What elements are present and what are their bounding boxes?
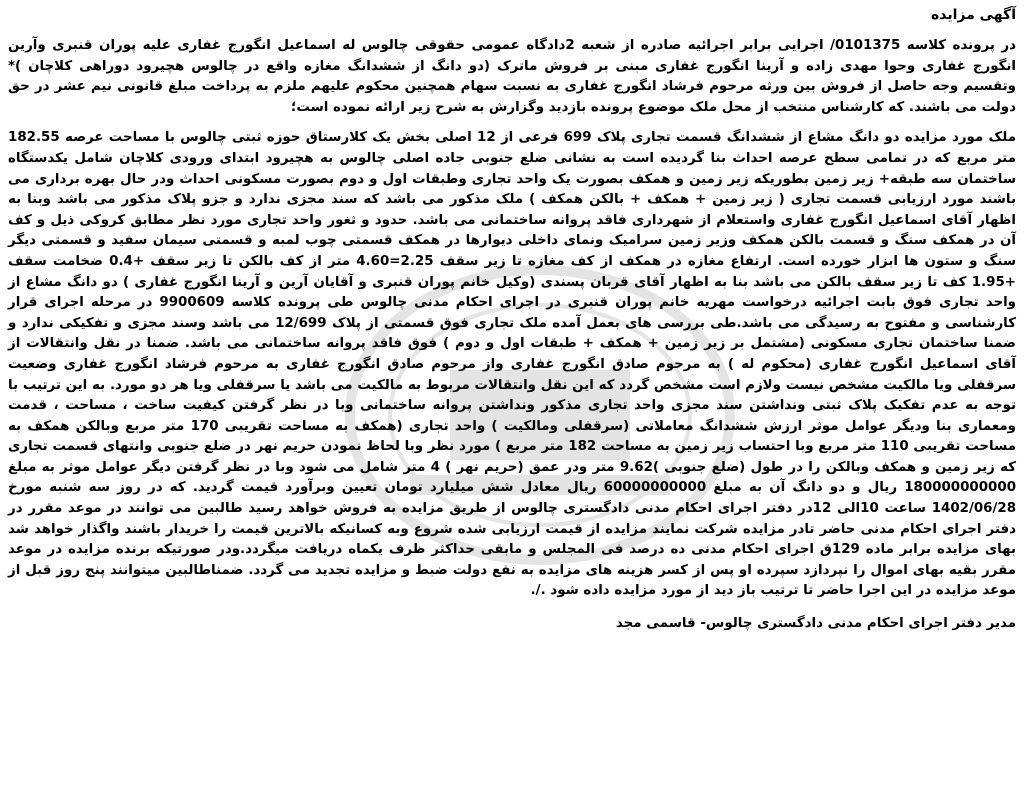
property-description: ملک مورد مزایده دو دانگ مشاع از ششدانگ قسمت تجاری پلاک 699 فرعی از 12 اصلی بخش یک کلارستاق حوزه ثبتی چالوس با مساحت عرصه 182.55 متر مربع که در تمامی سطح عرصه احداث بنا گردیده است به نشانی ضلع جنوبی جاده اصلی چالوس به هچیرود ابتدای ورودی کلاچان شامل یکدستگاه ساختمان سه طبقه+ زیر زمین بطوریکه زیر زمین و همکف بصورت یک واحد تجاری وطبقات اول و دوم بصورت مسکونی احداث ودر حال بهره برداری می باشند مورد ارزیابی قسمت تجاری ( زیر زمین + همکف + بالکن همکف ) ملک مذکور می باشد که سند مجزی ندارد و جزو پلاک مذکور می باشد وبنا به اظهار آقای اسماعیل انگورج غفاری واستعلام از شهرداری فاقد پروانه ساختمانی می باشد. حدود و ثغور واحد تجاری مورد نظر مطابق کروکی ذیل و کف آن در همکف سنگ و قسمت بالکن همکف وزیر زمین سرامیک ونمای داخلی دیوارها در همکف قسمتی چوب لمبه و قسمتی سیمان سفید و قسمتی دیگر سنگ و ستون ها ابزار خورده است. ارتفاع مغازه در همکف از کف مغازه تا زیر سقف 2.25=4.60 متر از کف بالکن تا زیر سقف +0.4 ضخامت سقف +1.95 کف تا زیر سقف بالکن می باشد بنا به اظهار آقای قربان پسندی (وکیل خانم پوران قنبری و آقایان آرین و آرینا انگورج غفاری ) دو دانگ مشاع از واحد تجاری فوق بابت اجرائیه درخواست مهریه خانم پوران قنبری در اجرای احکام مدنی چالوس طی پرونده کلاسه 9900609 در مرحله اجرای قرار کارشناسی و مفتوح به رسیدگی می باشد.طی بررسی های بعمل آمده ملک تجاری فوق قسمتی از پلاک 12/699 می باشد وسند مجزی و تفکیکی ندارد و ضمنا ساختمان تجاری مسکونی (مشتمل بر زیر زمین + همکف + طبقات اول و دوم ) فوق فاقد پروانه ساختمانی می باشد. ضمنا در نقل وانتقالات از آقای اسماعیل انگورج غفاری (محکوم له ) به مرحوم صادق انگورج غفاری واز مرحوم صادق انگورج غفاری به مرحوم فرشاد انگورج غفاری وضعیت سرقفلی ویا مالکیت مشخص نیست ولازم است مشخص گردد که این نقل وانتقالات مربوط به مالکیت می باشد یا سرقفلی ویا هر دو مورد. به این ترتیب با توجه به عدم تفکیک پلاک ثبتی ونداشتن سند مجزی واحد تجاری مذکور ونداشتن پروانه ساختمانی وبا در نظر گرفتن کیفیت ساخت ، مساحت ، قدمت ومعماری بنا ودیگر عوامل موثر ارزش ششدانگ معاملاتی (سرقفلی ومالکیت ) واحد تجاری (همکف به مساحت تقریبی 170 متر مربع وبالکن همکف به مساحت تقریبی 110 متر مربع وبا احتساب زیر زمین به مساحت 182 متر مربع ) مورد نظر وبا لحاظ نمودن حریم نهر در ضلع جنوبی وانتهای قسمت تجاری که زیر زمین و همکف وبالکن را در طول (ضلع جنوبی )9.62 متر ودر عمق (حریم نهر ) 4 متر شامل می شود وبا در نظر گرفتن دیگر عوامل موثر به مبلغ 180000000000 ریال و دو دانگ آن به مبلغ 60000000000 ریال معادل شش میلیارد تومان تعیین وبرآورد قیمت گردید. که در روز سه شنبه مورخ 1402/06/28 ساعت 10الی 12در دفتر اجرای احکام مدنی دادگستری چالوس از طریق مزایده به فروش خواهد رسید طالبین می توانند در موعد مقرر در دفتر اجرای احکام مدنی حاضر تادر مزایده شرکت نمایند مزایده از قیمت ارزیابی شده شروع وبه کسانیکه بالاترین قیمت را خریدار باشند واگذار خواهد شد بهای مزایده برابر ماده 129ق اجرای احکام مدنی ده درصد فی المجلس و مابقی حداکثر ظرف یکماه دریافت میگردد.ودر صورتیکه برنده مزایده در موعد مقرر بقیه بهای اموال را نپردازد سپرده او پس از کسر هزینه های مزایده به نفع دولت ضبط و مزایده تجدید می گردد. ضمناطالبین میتوانند پنج روز قبل از موعد مزایده در این اجرا حاضر تا ترتیب باز دید از مورد مزایده داده شود ./. bbox=[8, 130, 1017, 599]
notice-title: آگهی مزایده bbox=[930, 7, 1016, 23]
case-introduction: در پرونده کلاسه 0101375/ اجرایی برابر اجرائیه صادره از شعبه 2دادگاه عمومی حقوقی چالوس له اسماعیل انگورج غفاری علیه پوران قنبری وآرین انگورج غفاری وحوا مهدی زاده و آرینا انگورج غفاری مبنی بر فروش ماترک (دو دانگ از ششدانگ مغازه واقع در چالوس هچیرود دوراهی کلاچان )* وتقسیم وجه حاصل از فروش بین ورثه مرحوم فرشاد انگورج غفاری به نسبت سهام همچنین محکوم علیهم ملزم به پرداخت مبلغ قانونی نیم عشر در حق دولت می باشند. که کارشناس منتخب از محل ملک موضوع پرونده بازدید وگزارش به شرح زیر ارائه نموده است؛ bbox=[8, 38, 1016, 115]
signature-line: مدیر دفتر اجرای احکام مدنی دادگستری چالوس- قاسمی مجد bbox=[615, 616, 1016, 632]
